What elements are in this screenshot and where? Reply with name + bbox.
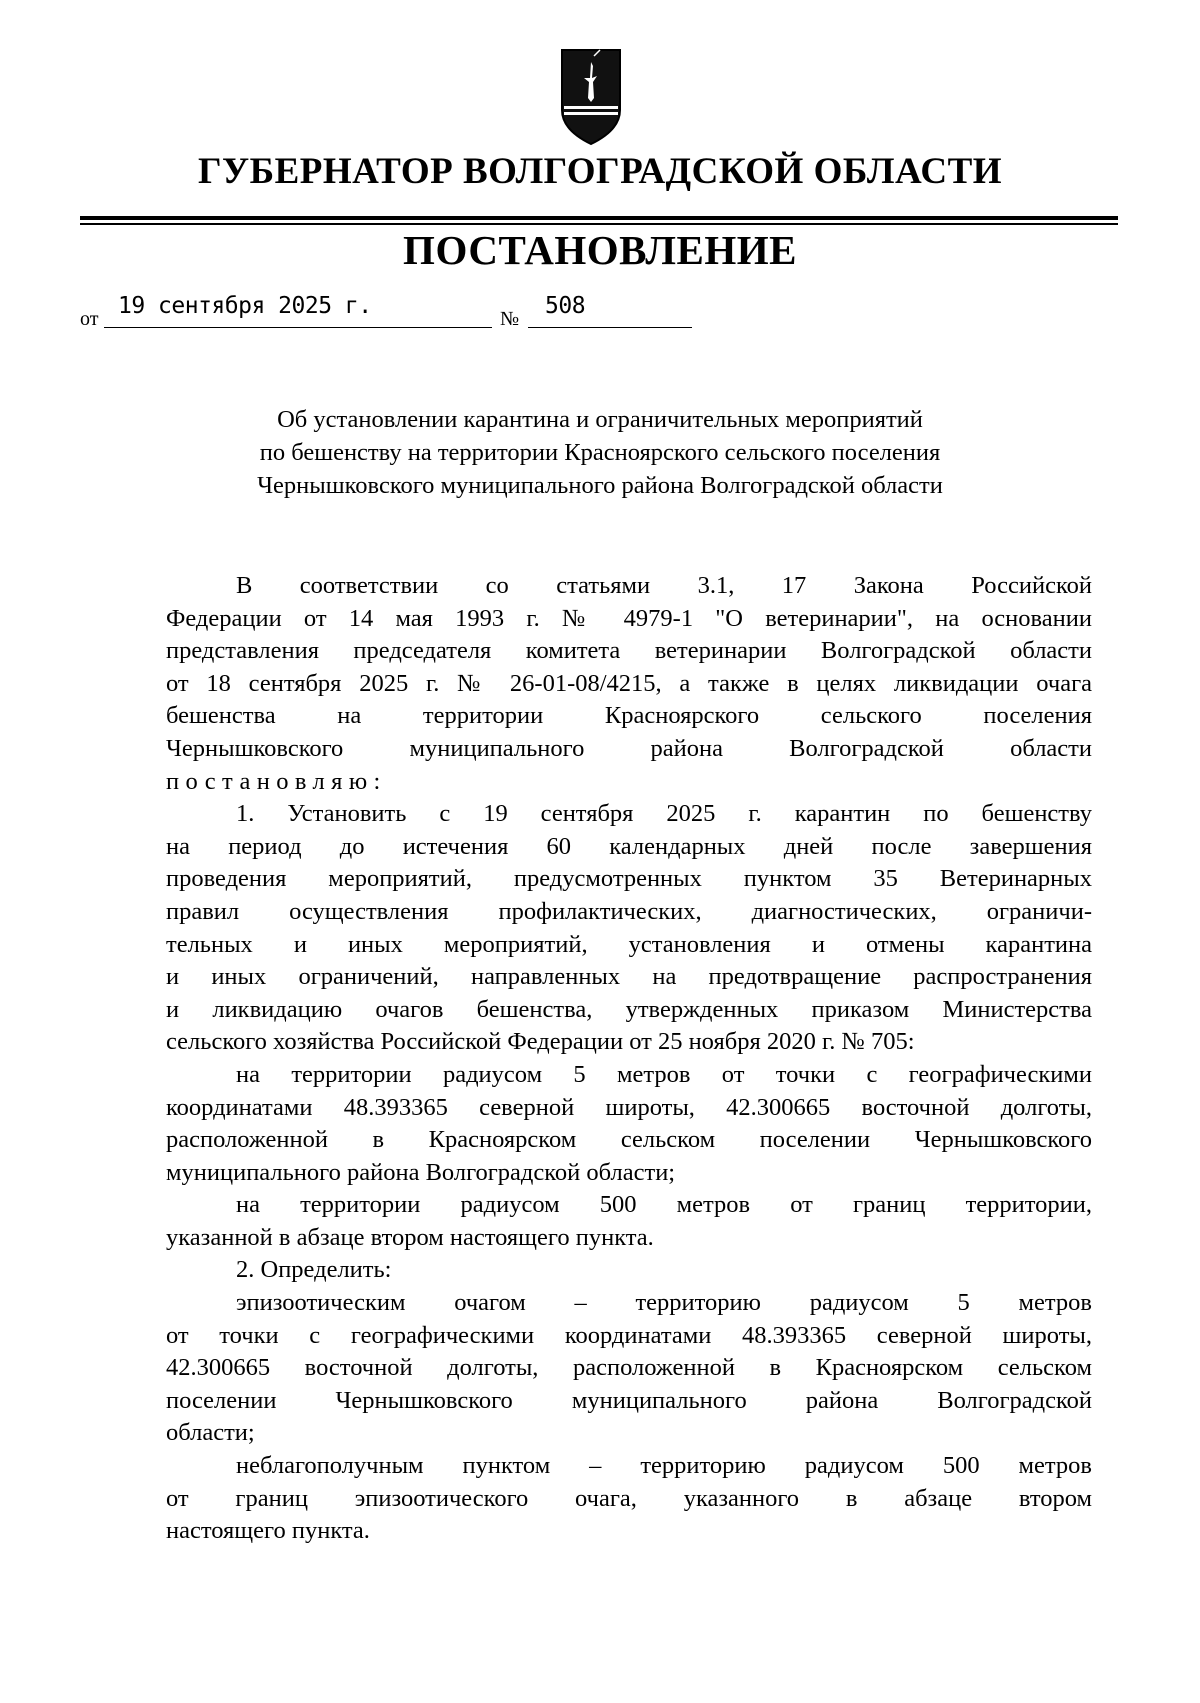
body-line: от границ эпизоотического очага, указанного в абзаце втором [166,1484,1092,1512]
body-line: настоящего пункта. [166,1517,370,1545]
date-value: 19 сентября 2025 г. [118,293,372,319]
number-label: № [500,308,520,330]
header-divider-thin [80,223,1118,225]
body-line: правил осуществления профилактических, диагностических, ограничи- [166,897,1092,925]
body-line: на территории радиусом 5 метров от точки с географическими [236,1060,1092,1088]
body-line: постановляю: [166,767,387,795]
emblem-icon [560,48,622,146]
body-line: на территории радиусом 500 метров от границ территории, [236,1191,1092,1219]
body-line: бешенства на территории Красноярского сельского поселения [166,702,1092,730]
subject-line: по бешенству на территории Красноярского сельского поселения [259,439,941,466]
header-divider-thick [80,216,1118,220]
body-line: координатами 48.393365 северной широты, 42.300665 восточной долготы, [166,1093,1092,1121]
body-line: Федерации от 14 мая 1993 г. № 4979-1 "О ветеринарии", на основании [166,604,1092,632]
body-line: представления председателя комитета ветеринарии Волгоградской области [166,637,1092,665]
body-line: от 18 сентября 2025 г. № 26-01-08/4215, а также в целях ликвидации очага [166,669,1092,697]
body-line: поселении Чернышковского муниципального района Волгоградской [166,1386,1092,1414]
body-line: сельского хозяйства Российской Федерации от 25 ноября 2020 г. № 705: [166,1028,915,1056]
body-line: указанной в абзаце втором настоящего пункта. [166,1223,654,1251]
document-body [166,570,1092,1548]
body-line: Чернышковского муниципального района Волгоградской области [166,734,1092,762]
body-line: В соответствии со статьями 3.1, 17 Закона Российской [236,572,1092,599]
number-value: 508 [545,293,586,319]
subject-line: Об установлении карантина и ограничительных мероприятий [277,406,923,433]
body-line: 42.300665 восточной долготы, расположенной в Красноярском сельском [166,1354,1092,1382]
date-underline [104,327,492,328]
body-line: и иных ограничений, направленных на предотвращение распространения [166,963,1092,991]
body-line: от точки с географическими координатами 48.393365 северной широты, [166,1321,1092,1349]
body-line: проведения мероприятий, предусмотренных пунктом 35 Ветеринарных [166,865,1092,893]
body-line: области; [166,1419,255,1447]
document-subject [0,403,1200,502]
body-line: неблагополучным пунктом – территорию радиусом 500 метров [236,1452,1092,1480]
body-line: эпизоотическим очагом – территорию радиусом 5 метров [236,1289,1092,1317]
document-type: ПОСТАНОВЛЕНИЕ [403,227,797,273]
body-line: 1. Установить с 19 сентября 2025 г. карантин по бешенству [236,800,1092,828]
body-line: и ликвидацию очагов бешенства, утвержденных приказом Министерства [166,995,1092,1023]
body-line: муниципального района Волгоградской области; [166,1158,676,1186]
subject-line: Чернышковского муниципального района Волгоградской области [257,472,943,499]
body-line: 2. Определить: [236,1256,392,1284]
body-line: расположенной в Красноярском сельском поселении Чернышковского [166,1126,1092,1154]
body-line: тельных и иных мероприятий, установления и отмены карантина [166,930,1092,958]
body-line: на период до истечения 60 календарных дней после завершения [166,832,1092,860]
date-label: от [80,308,99,330]
number-underline [528,327,692,328]
authority-title: ГУБЕРНАТОР ВОЛГОГРАДСКОЙ ОБЛАСТИ [197,151,1003,192]
